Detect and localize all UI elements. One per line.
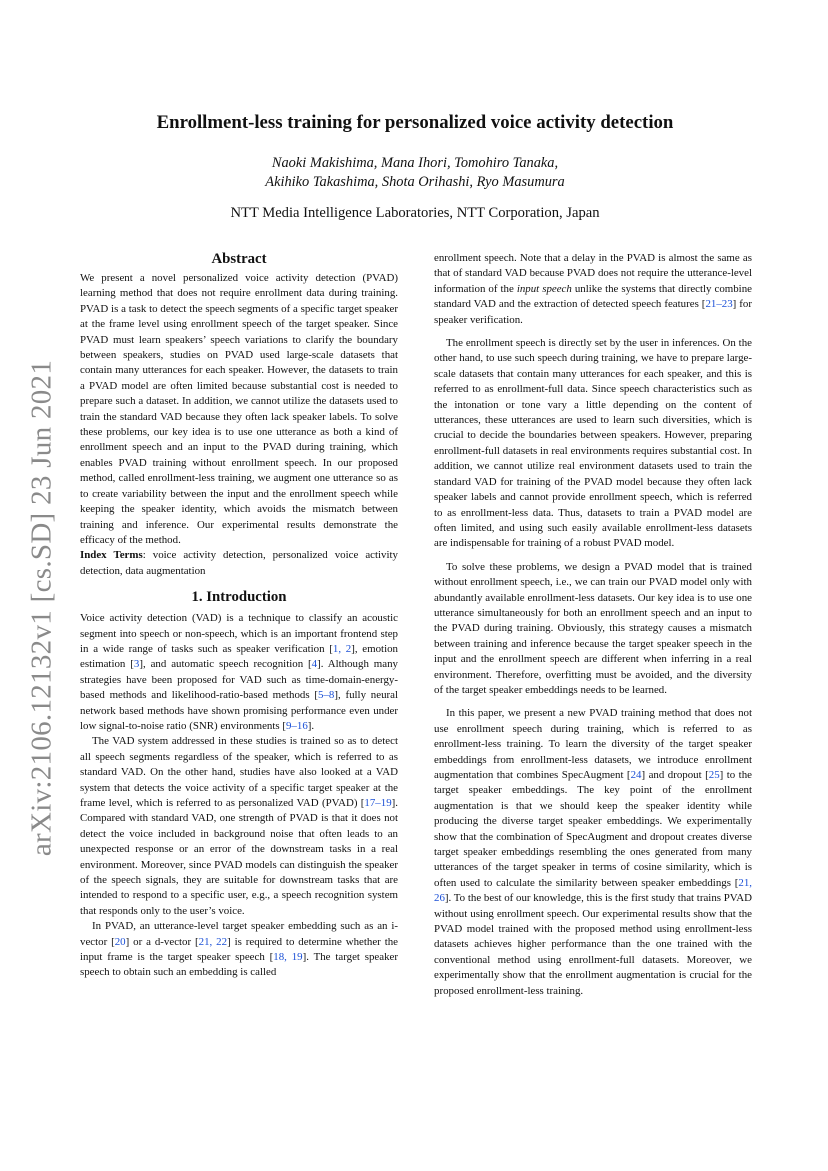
affiliation: NTT Media Intelligence Laboratories, NTT Corporation, Japan bbox=[230, 205, 600, 221]
right-paragraph-1: enrollment speech. Note that a delay in the PVAD is almost the same as that of standard VAD because PVAD does not require the utterance-level information of the input speech unlike the systems that directly combine standard VAD and the extraction of detected speech features [21–23] for speaker verification. bbox=[434, 252, 752, 326]
index-terms bbox=[80, 548, 398, 579]
introduction-heading: 1. Introduction bbox=[191, 589, 287, 606]
intro-paragraph-1: Voice activity detection (VAD) is a technique to classify an acoustic segment into speech or non-speech, which is an important frontend step in a wide range of tasks such as speaker verification [1, 2], emotion estimation [3], and automatic speech recognition [4]. Although many strategies have been proposed for VAD such as time-domain-energy-based methods and likelihood-ratio-based methods [5–8], fully neural network based methods have shown promising performance even under low signal-to-noise ratio (SNR) environments [9–16]. bbox=[80, 612, 399, 732]
citation-link[interactable]: 24 bbox=[630, 769, 642, 781]
arxiv-id: arXiv:2106.12132v1 [cs.SD] 23 Jun 2021 bbox=[25, 359, 58, 857]
citation-link[interactable]: 3 bbox=[133, 658, 140, 671]
citation-link[interactable]: 1, 2 bbox=[332, 642, 352, 655]
abstract-text: We present a novel personalized voice activity detection (PVAD) learning method that does not require enrollment data during training. PVAD is a task to detect the speech segments of a specific target speaker at the frame level using enrollment speech of the target speaker. Since PVAD must learn speakers’ speech variations to clarify the boundary between speakers, studies on PVAD used large-scale datasets that contain many utterances for each speaker. However, the datasets to train a PVAD model are often limited because substantial cost is needed to prepare such a dataset. In addition, we cannot utilize the datasets used to train the standard VAD because they often lack speaker labels. To solve these problems, our key idea is to use one utterance as both a kind of enrollment speech and an input to the PVAD during training, which enables PVAD training without enrollment speech. In our proposed method, called enrollment-less training, we augment one utterance so as to create variability between the input and the enrollment speech while keeping the speaker identity, which avoids the mismatch between training and inference. Our experimental results demonstrate the efficacy of the method. bbox=[80, 272, 398, 546]
abstract-heading: Abstract bbox=[211, 251, 267, 267]
paper-title: Enrollment-less training for personalized voice activity detection bbox=[156, 112, 674, 133]
right-column bbox=[434, 251, 752, 999]
citation-link[interactable]: 25 bbox=[708, 769, 720, 781]
citation-link[interactable]: 4 bbox=[311, 658, 318, 671]
intro-paragraph-2: The VAD system addressed in these studies is trained so as to detect all speech segments regardless of the speaker, which is referred to as standard VAD. On the other hand, studies have also looked at a VAD system that detects the voice activity of a specific target speaker at the frame level, which is referred to as personalized VAD (PVAD) [17–19]. Compared with standard VAD, one strength of PVAD is that it does not detect the voice included in background noise that often leads to an unexpected response or an error of the downstream tasks in a real environment. Moreover, since PVAD models can distinguish the speaker of the speech signals, they are suitable for downstream tasks that are intended to respond to a specific user, e.g., a speech recognition system that responds only to the user’s voice. bbox=[80, 735, 398, 917]
citation-link[interactable]: 5–8 bbox=[317, 689, 335, 702]
citation-link[interactable]: 21–23 bbox=[705, 298, 733, 311]
index-terms-text: : voice activity detection, personalized voice activity detection, data augmentation bbox=[80, 549, 398, 577]
citation-link[interactable]: 18, 19 bbox=[273, 951, 303, 964]
citation-link[interactable]: 21, 22 bbox=[198, 935, 228, 948]
citation-link[interactable]: 20 bbox=[114, 935, 126, 948]
right-paragraph-4: In this paper, we present a new PVAD training method that does not use enrollment speech during training, which is referred to as enrollment-less training. To learn the diversity of the target speaker embeddings from enrollment-less datasets, we introduce enrollment augmentation that combines SpecAugment [24] and dropout [25] to the target speaker embeddings. The key point of the enrollment augmentation is that we should keep the speaker identity while producing the diverse target speaker embeddings. We experimentally show that the combination of SpecAugment and dropout creates diverse target speaker embeddings resembling the ones generated from many utterances of the target speaker in terms of cosine similarity, which is often used to calculate the similarity between speaker embeddings [21, 26]. To the best of our knowledge, this is the first study that trains PVAD without using enrollment speech. Our experimental results show that the PVAD model trained with the proposed method using enrollment-less datasets achieves higher performance than the one trained with the conventional method using enrollment-full datasets. Moreover, we experimentally show that the enrollment augmentation is crucial for the proposed enrollment-less training. bbox=[434, 707, 752, 997]
emphasis-input-speech: input speech bbox=[516, 282, 572, 295]
right-paragraph-3: To solve these problems, we design a PVAD model that is trained without enrollment speech, i.e., we can train our PVAD model only with abundantly available enrollment-less datasets. Our key idea is to use one utterance simultaneously for both an enrollment speech and an input to the PVAD during training. Obviously, this strategy causes a mismatch between training and inference because the target speaker speech in the input and the enrollment speech are different when inferring in a real environment. Therefore, overfitting must be avoided, and the diversity of the target speaker embeddings needs to be learned. bbox=[434, 560, 752, 696]
right-paragraph-2: The enrollment speech is directly set by the user in inferences. On the other hand, to use such speech during training, we have to prepare large-scale datasets that contain many utterances for each speaker, and this is referred to as enrollment-full data. Since speech characteristics such as the intonation or tone vary a little depending on the content of utterances, these utterances are used to learn such diversities, which is crucial to decide the boundaries between speakers. However, preparing enrollment-full datasets in real environments requires substantial cost. In addition, we cannot utilize real environment datasets used to train the standard VAD for training of the PVAD model because they often lack speaker labels and cannot provide enrollment speech, which is referred to as enrollment-less data. Thus, datasets to train a PVAD model are often limited, and using such easily available enrollment-less datasets are indispensable for training of a robust PVAD model. bbox=[434, 337, 752, 550]
citation-link[interactable]: 17–19 bbox=[364, 797, 392, 809]
authors-line-2: Akihiko Takashima, Shota Orihashi, Ryo Masumura bbox=[265, 173, 565, 190]
index-terms-label: Index Terms bbox=[80, 549, 143, 562]
citation-link[interactable]: 21, 26 bbox=[434, 876, 752, 905]
arxiv-sidebar-stamp bbox=[18, 359, 66, 857]
author-list bbox=[80, 154, 750, 191]
authors-line-1: Naoki Makishima, Mana Ihori, Tomohiro Tanaka, bbox=[271, 155, 559, 171]
left-column bbox=[80, 250, 398, 981]
intro-paragraph-3: In PVAD, an utterance-level target speaker embedding such as an i-vector [20] or a d-vector [21, 22] is required to determine whether the input frame is the target speaker speech [18, 19]. The target speaker speech to obtain such an embedding is called bbox=[80, 920, 399, 979]
citation-link[interactable]: 9–16 bbox=[285, 719, 308, 732]
